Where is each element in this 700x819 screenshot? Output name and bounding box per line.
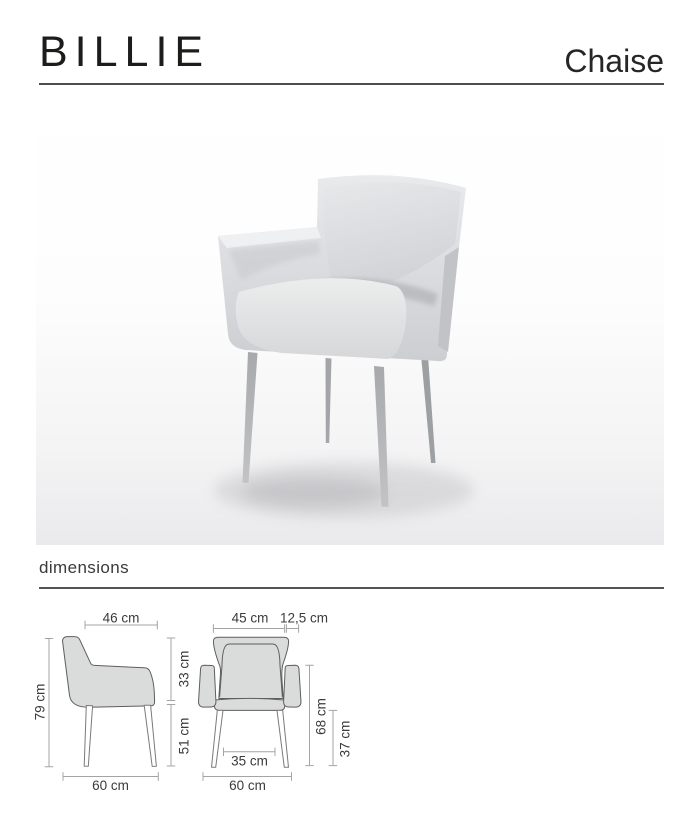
side-view-front-leg — [144, 705, 156, 766]
dimension-drawings — [0, 596, 700, 819]
dimensions-divider — [39, 587, 664, 589]
header-divider — [39, 83, 664, 85]
side-view-drawing — [63, 637, 157, 767]
front-view-seat — [214, 698, 285, 710]
chair-render-illustration — [36, 96, 664, 545]
front-armrest-height-dimension: 68 cm — [313, 698, 329, 735]
chair-rear-left-leg — [326, 358, 332, 443]
product-type-label: Chaise — [564, 43, 664, 79]
front-seat-height-dimension: 37 cm — [337, 720, 353, 758]
side-seat-height-dimension: 51 cm — [176, 717, 192, 755]
dimensions-section-title: dimensions — [39, 558, 129, 577]
front-total-width-dimension: 60 cm — [229, 778, 266, 793]
side-top-dimension: 46 cm — [102, 610, 140, 626]
side-height-dimension: 79 cm — [32, 683, 48, 721]
front-armrest-width-dimension: 12,5 cm — [279, 610, 329, 626]
chair-shadow — [214, 462, 474, 518]
side-depth-dimension: 60 cm — [92, 778, 129, 793]
chair-seat-cushion — [236, 278, 407, 359]
front-leg-span-dimension: 35 cm — [231, 753, 268, 769]
front-view-right-armrest — [284, 665, 301, 707]
side-view-rear-leg — [84, 706, 92, 767]
front-view-left-leg — [212, 710, 224, 767]
product-photo — [36, 96, 664, 545]
side-view-body — [63, 637, 155, 708]
side-backrest-dimension: 33 cm — [176, 650, 192, 688]
front-view-left-armrest — [199, 665, 216, 707]
front-view-backrest — [213, 637, 288, 698]
front-backrest-width-dimension: 45 cm — [231, 610, 269, 626]
chair-rear-right-leg — [421, 355, 436, 463]
page-title: BILLIE — [39, 28, 211, 76]
front-view-right-leg — [277, 710, 289, 767]
chair-front-left-leg — [243, 352, 258, 483]
front-view-drawing — [199, 637, 302, 767]
